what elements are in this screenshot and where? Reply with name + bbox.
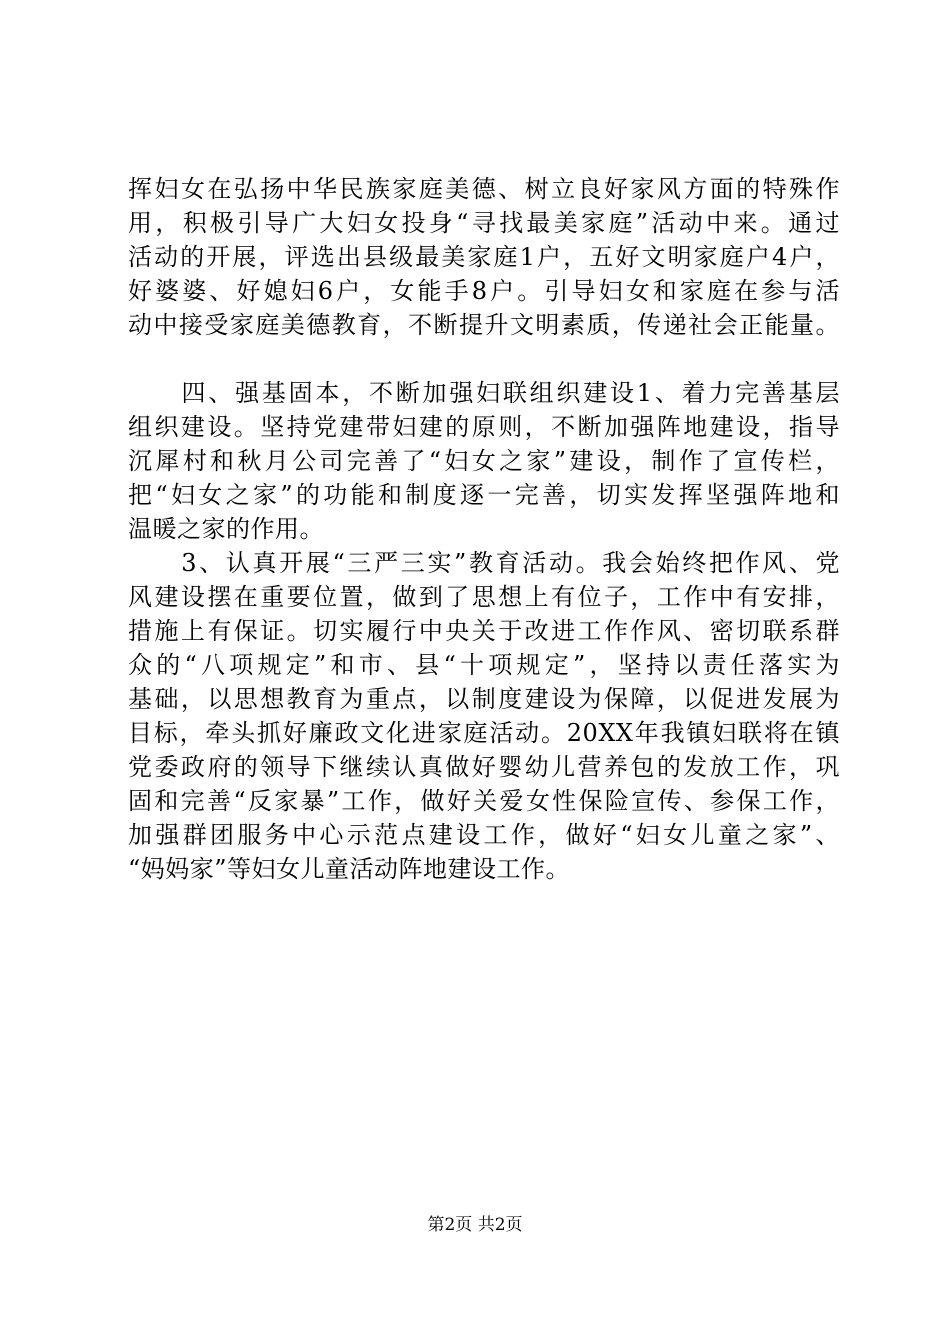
text-line: 3、认真开展“三严三实”教育活动。我会始终把作风、党 (128, 549, 840, 577)
text-line: 目标，牵头抓好廉政文化进家庭活动。20XX年我镇妇联将在镇 (128, 719, 840, 747)
text-line: 好婆婆、好媳妇6户，女能手8户。引导妇女和家庭在参与活 (128, 277, 840, 305)
text-line: 温暖之家的作用。 (128, 515, 324, 543)
text-line: 加强群团服务中心示范点建设工作，做好“妇女儿童之家”、 (128, 821, 840, 849)
text-line: 党委政府的领导下继续认真做好婴幼儿营养包的发放工作，巩 (128, 753, 840, 781)
text-line: 活动的开展，评选出县级最美家庭1户，五好文明家庭户4户， (128, 243, 840, 271)
text-line: 基础，以思想教育为重点，以制度建设为保障，以促进发展为 (128, 685, 840, 713)
paragraph-education-activity (128, 546, 840, 886)
text-line: 固和完善“反家暴”工作，做好关爱女性保险宣传、参保工作， (128, 787, 840, 815)
text-line: 措施上有保证。切实履行中央关于改进工作作风、密切联系群 (128, 617, 840, 645)
text-line: 四、强基固本，不断加强妇联组织建设1、着力完善基层 (128, 379, 840, 407)
text-line: 众的“八项规定”和市、县“十项规定”，坚持以责任落实为 (128, 651, 840, 679)
page-number-footer: 第2页 共2页 (427, 1215, 523, 1235)
text-line: 动中接受家庭美德教育，不断提升文明素质，传递社会正能量。 (128, 311, 840, 339)
text-line: 挥妇女在弘扬中华民族家庭美德、树立良好家风方面的特殊作 (128, 175, 840, 203)
text-line: “妈妈家”等妇女儿童活动阵地建设工作。 (128, 855, 571, 883)
document-body (128, 172, 840, 886)
text-line: 把“妇女之家”的功能和制度逐一完善，切实发挥坚强阵地和 (128, 481, 840, 509)
text-line: 风建设摆在重要位置，做到了思想上有位子，工作中有安排， (128, 583, 840, 611)
text-line: 沉犀村和秋月公司完善了“妇女之家”建设，制作了宣传栏， (128, 447, 840, 475)
text-line: 组织建设。坚持党建带妇建的原则，不断加强阵地建设，指导 (128, 413, 840, 441)
paragraph-organization-building (128, 376, 840, 546)
paragraph-family-virtue (128, 172, 840, 342)
text-line: 用，积极引导广大妇女投身“寻找最美家庭”活动中来。通过 (128, 209, 840, 237)
paragraph-gap (128, 342, 840, 376)
